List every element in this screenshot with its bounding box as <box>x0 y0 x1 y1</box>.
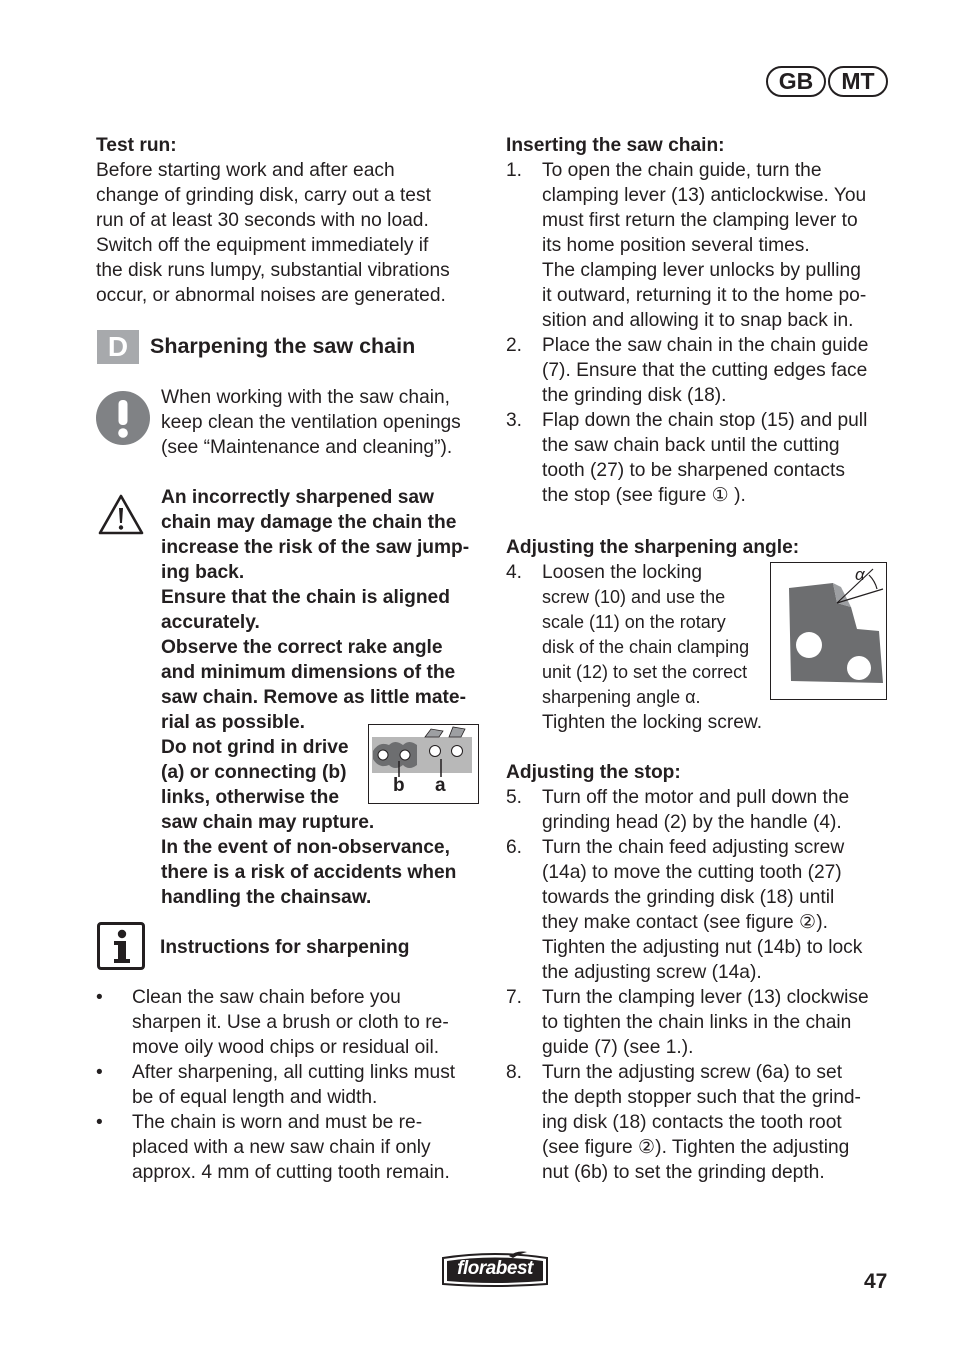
angle-heading: Adjusting the sharpening angle: <box>506 537 800 558</box>
figure-label-a: a <box>435 775 446 796</box>
warning-line: saw chain. Remove as little mate- <box>161 687 466 708</box>
angle-step-number: 4. <box>506 562 523 583</box>
attention-note <box>161 385 491 460</box>
info-icon <box>97 922 145 970</box>
bullet-line: Clean the saw chain before you <box>132 987 401 1008</box>
chain-links-figure <box>368 724 479 804</box>
warning-line: ing back. <box>161 562 245 583</box>
step-line: guide (7) (see 1.). <box>542 1037 694 1058</box>
list-item <box>506 333 906 408</box>
section-letter-badge: D <box>97 330 139 364</box>
test-run-line: the disk runs lumpy, substantial vibrations <box>96 260 450 281</box>
info-title: Instructions for sharpening <box>160 937 410 958</box>
warning-line: handling the chainsaw. <box>161 887 372 908</box>
warning-line: (a) or connecting (b) <box>161 762 347 783</box>
section-title: Sharpening the saw chain <box>150 334 416 358</box>
bullet-marker: • <box>96 1062 103 1083</box>
list-item <box>506 408 906 508</box>
florabest-logo <box>439 1250 551 1288</box>
test-run-line: change of grinding disk, carry out a test <box>96 185 431 206</box>
list-item <box>506 835 906 985</box>
step-line: ing disk (18) contacts the tooth root <box>542 1112 842 1133</box>
bullet-line: placed with a new saw chain if only <box>132 1137 431 1158</box>
list-item <box>96 1110 496 1185</box>
step-number: 7. <box>506 987 523 1008</box>
warning-line: Observe the correct rake angle <box>161 637 443 658</box>
step-number: 3. <box>506 410 523 431</box>
bullet-line: approx. 4 mm of cutting tooth remain. <box>132 1162 450 1183</box>
step-line: they make contact (see figure ②). <box>542 912 828 933</box>
step-line: (7). Ensure that the cutting edges face <box>542 360 868 381</box>
step-line: unit (12) to set the correct <box>542 662 748 682</box>
stop-heading: Adjusting the stop: <box>506 762 681 783</box>
warning-line: accurately. <box>161 612 260 633</box>
step-line: Place the saw chain in the chain guide <box>542 335 869 356</box>
list-item <box>506 785 906 835</box>
step-line: (14a) to move the cutting tooth (27) <box>542 862 842 883</box>
test-run-block <box>96 133 496 308</box>
angle-step-text <box>542 560 782 735</box>
warning-line: links, otherwise the <box>161 787 340 808</box>
step-line: nut (6b) to set the grinding depth. <box>542 1162 825 1183</box>
step-line: Turn off the motor and pull down the <box>542 787 850 808</box>
step-line: Flap down the chain stop (15) and pull <box>542 410 868 431</box>
attention-line: keep clean the ventilation openings <box>161 412 461 433</box>
test-run-line: run of at least 30 seconds with no load. <box>96 210 429 231</box>
step-line: disk of the chain clamping <box>542 637 750 657</box>
list-item <box>506 985 906 1060</box>
step-line: the grinding disk (18). <box>542 385 727 406</box>
sharpening-angle-figure <box>770 562 887 700</box>
list-item <box>506 158 906 333</box>
test-run-line: Before starting work and after each <box>96 160 395 181</box>
step-line: Loosen the locking <box>542 562 703 583</box>
list-item <box>506 1060 906 1185</box>
inserting-steps <box>506 158 906 508</box>
list-item <box>96 985 496 1060</box>
warning-line: Ensure that the chain is aligned <box>161 587 450 608</box>
step-line: the adjusting screw (14a). <box>542 962 762 983</box>
inserting-heading: Inserting the saw chain: <box>506 135 725 156</box>
bullet-line: be of equal length and width. <box>132 1087 378 1108</box>
figure-label-b: b <box>393 775 405 796</box>
step-line: tooth (27) to be sharpened contacts <box>542 460 845 481</box>
bullet-marker: • <box>96 1112 103 1133</box>
warning-line: An incorrectly sharpened saw <box>161 487 434 508</box>
step-line: the saw chain back until the cutting <box>542 435 840 456</box>
step-number: 2. <box>506 335 523 356</box>
attention-line: (see “Maintenance and cleaning”). <box>161 437 453 458</box>
step-line: must first return the clamping lever to <box>542 210 858 231</box>
step-line: sition and allowing it to snap back in. <box>542 310 854 331</box>
step-line: towards the grinding disk (18) until <box>542 887 835 908</box>
exclamation-icon <box>96 391 150 445</box>
step-number: 5. <box>506 787 523 808</box>
stop-steps <box>506 785 906 1185</box>
step-line: clamping lever (13) anticlockwise. You <box>542 185 867 206</box>
warning-triangle-icon <box>97 493 145 537</box>
test-run-line: occur, or abnormal noises are generated. <box>96 285 446 306</box>
step-number: 6. <box>506 837 523 858</box>
step-line: its home position several times. <box>542 235 810 256</box>
warning-line: rial as possible. <box>161 712 305 733</box>
step-line: grinding head (2) by the handle (4). <box>542 812 842 833</box>
step-line: Turn the chain feed adjusting screw <box>542 837 845 858</box>
warning-line: increase the risk of the saw jump- <box>161 537 470 558</box>
step-number: 1. <box>506 160 523 181</box>
bullet-line: sharpen it. Use a brush or cloth to re- <box>132 1012 449 1033</box>
test-run-heading: Test run: <box>96 135 177 156</box>
logo-text: florabest <box>457 1258 533 1279</box>
warning-line: In the event of non-observance, <box>161 837 450 858</box>
chain-links-drawing <box>369 725 477 802</box>
step-line: (see figure ②). Tighten the adjusting <box>542 1137 850 1158</box>
bullet-line: The chain is worn and must be re- <box>132 1112 423 1133</box>
step-line: to tighten the chain links in the chain <box>542 1012 852 1033</box>
lang-badge-gb: GB <box>766 66 826 97</box>
sharpening-instructions-list <box>96 985 496 1185</box>
attention-line: When working with the saw chain, <box>161 387 451 408</box>
bullet-line: After sharpening, all cutting links must <box>132 1062 456 1083</box>
step-line: the depth stopper such that the grind- <box>542 1087 861 1108</box>
lang-badge-mt: MT <box>828 66 888 97</box>
step-number: 8. <box>506 1062 523 1083</box>
step-line: screw (10) and use the <box>542 587 726 607</box>
step-line: To open the chain guide, turn the <box>542 160 822 181</box>
bullet-line: move oily wood chips or residual oil. <box>132 1037 440 1058</box>
step-line: it outward, returning it to the home po- <box>542 285 867 306</box>
step-line: Turn the adjusting screw (6a) to set <box>542 1062 843 1083</box>
step-line: Tighten the adjusting nut (14b) to lock <box>542 937 863 958</box>
warning-line: chain may damage the chain the <box>161 512 457 533</box>
step-line: Turn the clamping lever (13) clockwise <box>542 987 869 1008</box>
alpha-label: α <box>855 565 865 584</box>
warning-line: Do not grind in drive <box>161 737 349 758</box>
tooth-drawing <box>771 563 885 698</box>
step-line: the stop (see figure ① ). <box>542 485 746 506</box>
warning-line: there is a risk of accidents when <box>161 862 457 883</box>
bullet-marker: • <box>96 987 103 1008</box>
warning-block <box>161 485 491 910</box>
page-number: 47 <box>864 1270 888 1293</box>
step-line: scale (11) on the rotary <box>542 612 726 632</box>
warning-line: and minimum dimensions of the <box>161 662 456 683</box>
warning-line: saw chain may rupture. <box>161 812 375 833</box>
list-item <box>96 1060 496 1110</box>
step-line: Tighten the locking screw. <box>542 712 763 733</box>
test-run-line: Switch off the equipment immediately if <box>96 235 429 256</box>
step-line: The clamping lever unlocks by pulling <box>542 260 861 281</box>
step-line: sharpening angle α. <box>542 687 701 707</box>
